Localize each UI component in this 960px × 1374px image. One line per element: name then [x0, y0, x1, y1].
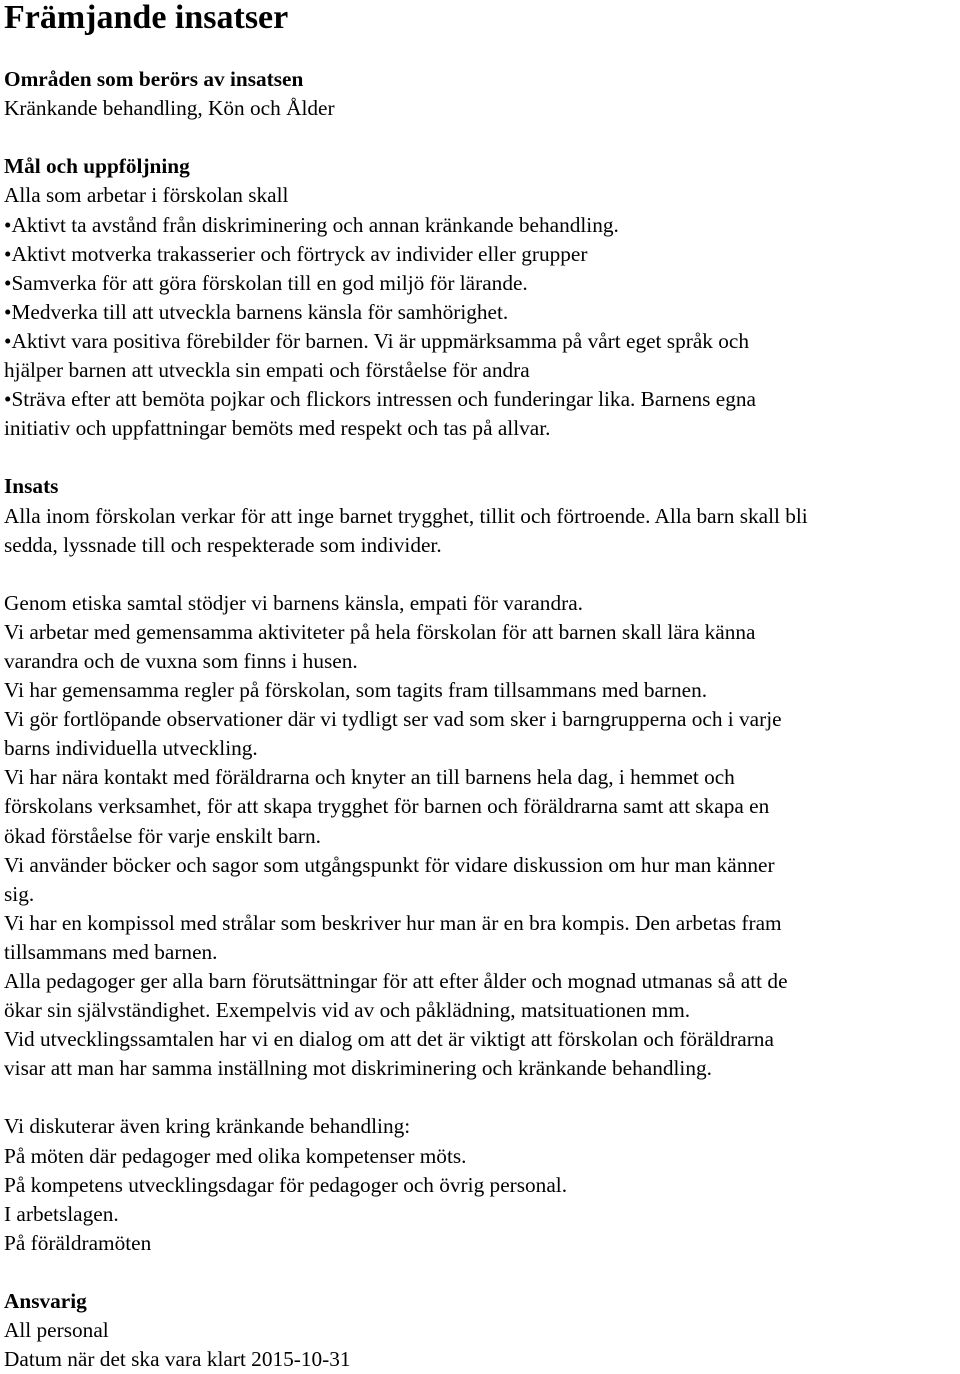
text-line: Vi diskuterar även kring kränkande behandling: [4, 1114, 411, 1139]
bullet-line: •Samverka för att göra förskolan till en god miljö för lärande. [4, 270, 528, 295]
text-line: initiativ och uppfattningar bemöts med respekt och tas på allvar. [4, 416, 551, 441]
bullet-line: •Aktivt ta avstånd från diskriminering och annan kränkande behandling. [4, 212, 619, 237]
section-responsible [4, 1287, 960, 1374]
document-page [4, 0, 960, 1374]
text-line: förskolans verksamhet, för att skapa trygghet för barnen och föräldrarna samt att skapa en [4, 794, 770, 819]
text-line: Vid utvecklingssamtalen har vi en dialog om att det är viktigt att förskolan och föräldrarna [4, 1027, 774, 1052]
text-line: Vi har en kompissol med strålar som beskriver hur man är en bra kompis. Den arbetas fram [4, 910, 782, 935]
text-line: barns individuella utveckling. [4, 736, 258, 761]
text-line: Vi har gemensamma regler på förskolan, som tagits fram tillsammans med barnen. [4, 678, 708, 703]
spacer [4, 36, 960, 65]
text-line: Vi gör fortlöpande observationer där vi tydligt ser vad som sker i barngrupperna och i varje [4, 707, 782, 732]
section-areas [4, 65, 960, 123]
section-heading-responsible: Ansvarig [4, 1289, 87, 1314]
text-line: tillsammans med barnen. [4, 939, 218, 964]
text-line: Alla pedagoger ger alla barn förutsättningar för att efter ålder och mognad utmanas så att de [4, 969, 788, 993]
text-line: Alla som arbetar i förskolan skall [4, 183, 289, 208]
text-line: På föräldramöten [4, 1230, 152, 1255]
section-heading-effort: Insats [4, 474, 59, 499]
text-line: ökad förståelse för varje enskilt barn. [4, 823, 321, 848]
bullet-line: •Medverka till att utveckla barnens känsla för samhörighet. [4, 299, 509, 324]
text-line: sig. [4, 881, 35, 906]
text-line: varandra och de vuxna som finns i husen. [4, 648, 358, 673]
text-line: Datum när det ska vara klart 2015-10-31 [4, 1347, 351, 1372]
text-line: visar att man har samma inställning mot diskriminering och kränkande behandling. [4, 1056, 712, 1081]
text-line: hjälper barnen att utveckla sin empati och förståelse för andra [4, 358, 530, 383]
text-line: sedda, lyssnade till och respekterade som individer. [4, 532, 442, 557]
text-line: Genom etiska samtal stödjer vi barnens känsla, empati för varandra. [4, 590, 583, 615]
spacer [4, 123, 960, 152]
text-line: I arbetslagen. [4, 1201, 119, 1226]
text-line: ökar sin självständighet. Exempelvis vid av och påklädning, matsituationen mm. [4, 998, 691, 1023]
text-line: Vi använder böcker och sagor som utgångspunkt för vidare diskussion om hur man känner [4, 852, 775, 877]
text-line: Kränkande behandling, Kön och Ålder [4, 96, 335, 121]
section-heading-goals: Mål och uppföljning [4, 154, 190, 179]
section-heading-areas: Områden som berörs av insatsen [4, 67, 304, 92]
text-line: På möten där pedagoger med olika kompetenser möts. [4, 1143, 467, 1168]
text-line: All personal [4, 1318, 109, 1343]
text-line: Alla inom förskolan verkar för att inge barnet trygghet, tillit och förtroende. Alla barn skall bli [4, 503, 808, 528]
bullet-line: •Aktivt vara positiva förebilder för barnen. Vi är uppmärksamma på vårt eget språk och [4, 328, 750, 353]
bullet-line: •Aktivt motverka trakasserier och förtryck av individer eller grupper [4, 241, 588, 266]
section-goals [4, 152, 960, 443]
spacer [4, 443, 960, 472]
text-line: På kompetens utvecklingsdagar för pedagoger och övrig personal. [4, 1172, 568, 1197]
text-line: Vi arbetar med gemensamma aktiviteter på hela förskolan för att barnen skall lära känna [4, 619, 756, 644]
spacer [4, 560, 960, 589]
page-title: Främjande insatser [4, 0, 289, 36]
bullet-line: •Sträva efter att bemöta pojkar och flickors intressen och funderingar lika. Barnens egna [4, 387, 756, 412]
text-line: Vi har nära kontakt med föräldrarna och knyter an till barnens hela dag, i hemmet och [4, 765, 735, 790]
spacer [4, 1083, 960, 1112]
spacer [4, 1258, 960, 1287]
section-effort [4, 472, 960, 1258]
